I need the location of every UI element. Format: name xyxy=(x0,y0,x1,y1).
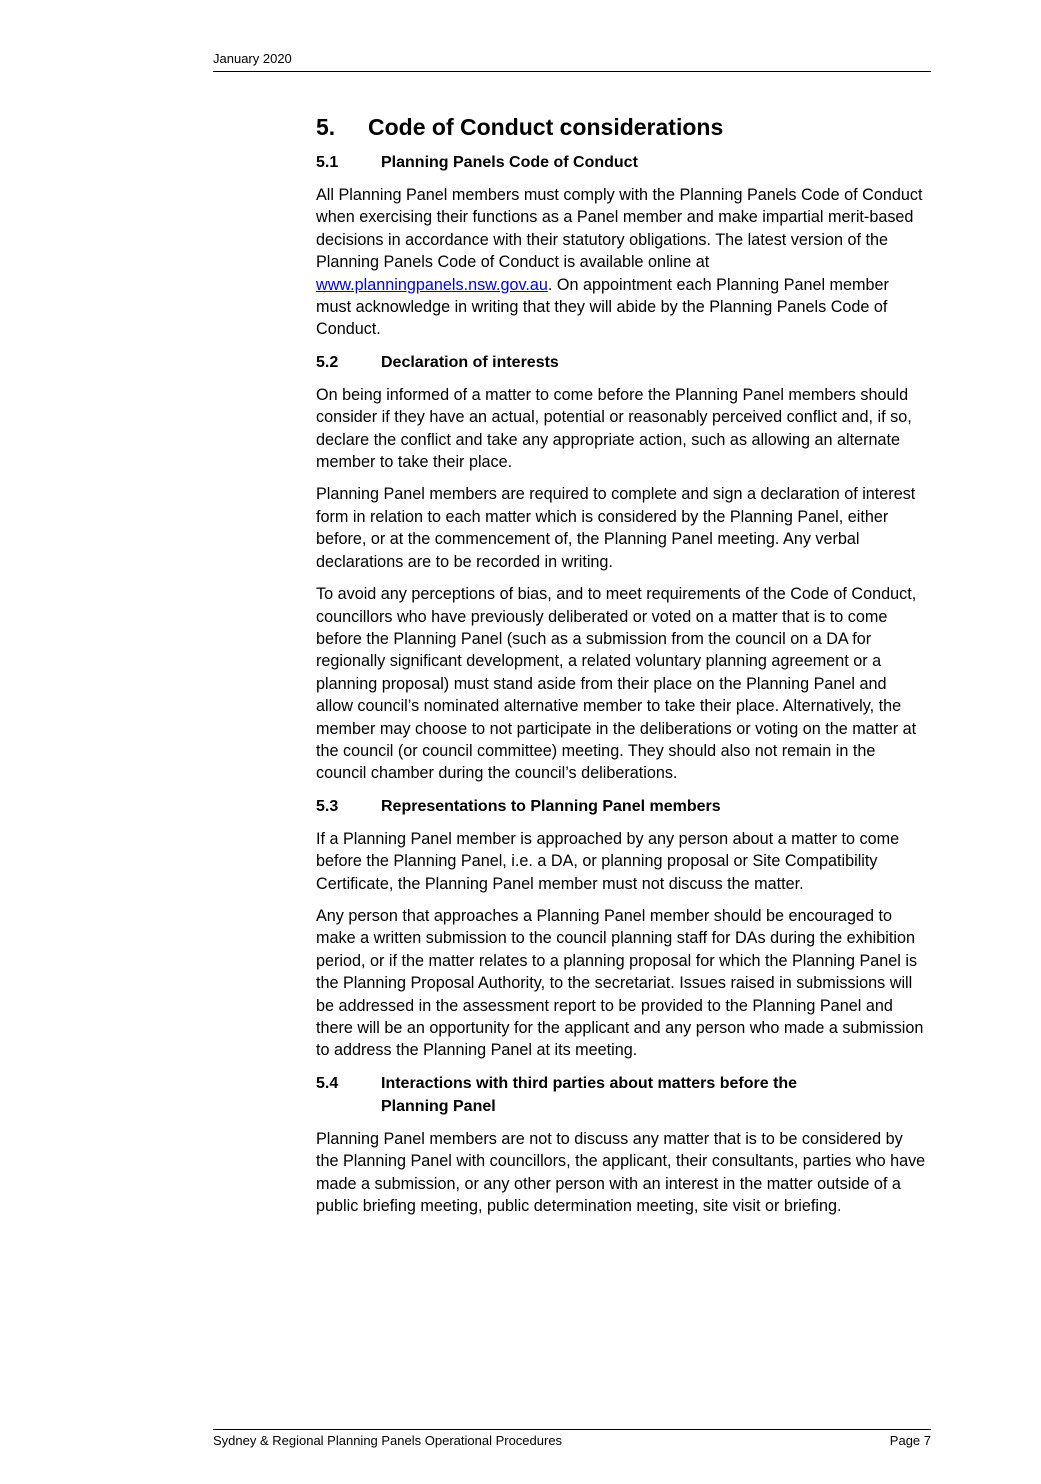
paragraph: On being informed of a matter to come before the Planning Panel members should consider if they have an actual, potential or reasonably perceived conflict and, if so, declare the conflict and take any appropriate action, such as allowing an alternate member to take their place. xyxy=(316,385,912,472)
page-footer xyxy=(213,1429,931,1449)
subsection-heading-5-1 xyxy=(316,151,926,174)
paragraph: Any person that approaches a Planning Panel member should be encouraged to make a written submission to the council planning staff for DAs during the exhibition period, or if the matter relates to a planning proposal for which the Planning Panel is the Planning Proposal Authority, to the secretariat. Issues raised in submissions will be addressed in the assessment report to be provided to the Planning Panel and there will be an opportunity for the applicant and any person who made a submission to address the Planning Panel at its meeting. xyxy=(316,906,924,1060)
subsection-title: Planning Panels Code of Conduct xyxy=(381,154,638,171)
subsection-heading-5-3 xyxy=(316,795,926,818)
planning-panels-link[interactable]: www.planningpanels.nsw.gov.au xyxy=(316,275,548,294)
paragraph-text: . On appointment each Planning Panel member must acknowledge in writing that they will abide by the Planning Panels Code of Conduct. xyxy=(316,275,889,339)
section-heading xyxy=(316,112,926,142)
paragraph: If a Planning Panel member is approached by any person about a matter to come before the Planning Panel, i.e. a DA, or planning proposal or Site Compatibility Certificate, the Planning Panel member must not discuss the matter. xyxy=(316,829,900,893)
subsection-number: 5.4 xyxy=(316,1074,339,1092)
header-date: January 2020 xyxy=(213,51,292,66)
subsection-heading-5-4 xyxy=(316,1072,926,1118)
paragraph: Planning Panel members are required to complete and sign a declaration of interest form in relation to each matter which is considered by the Planning Panel, either before, or at the commencement of, the Planning Panel meeting. Any verbal declarations are to be recorded in writing. xyxy=(316,485,916,571)
subsection-number: 5.2 xyxy=(316,353,339,371)
section-number: 5. xyxy=(316,114,336,140)
paragraph: To avoid any perceptions of bias, and to meet requirements of the Code of Conduct, councillors who have previously deliberated or voted on a matter that is to come before the Planning Panel (such as a submission from the council on a DA for regionally significant development, a related voluntary planning agreement or a planning proposal) must stand aside from their place on the Planning Panel and allow council’s nominated alternative member to take their place. Alternatively, the member may choose to not participate in the deliberations or voting on the matter at the council (or council committee) meeting. They should also not remain in the council chamber during the council’s deliberations. xyxy=(316,585,917,783)
document-body xyxy=(316,112,926,1227)
paragraph xyxy=(316,184,926,341)
subsection-title: Representations to Planning Panel members xyxy=(381,797,721,815)
section-title: Code of Conduct considerations xyxy=(368,114,724,140)
subsection-heading-5-2 xyxy=(316,351,926,374)
paragraph: Planning Panel members are not to discuss any matter that is to be considered by the Planning Panel with councillors, the applicant, their consultants, parties who have made a submission, or any other person with an interest in the matter outside of a public briefing meeting, public determination meeting, site visit or briefing. xyxy=(316,1129,926,1216)
subsection-title: Interactions with third parties about matters before the Planning Panel xyxy=(381,1074,798,1115)
subsection-title: Declaration of interests xyxy=(381,353,559,371)
subsection-number: 5.3 xyxy=(316,797,339,815)
footer-title: Sydney & Regional Planning Panels Operational Procedures xyxy=(213,1433,563,1448)
page-header xyxy=(213,50,931,72)
subsection-number: 5.1 xyxy=(316,154,339,171)
page-number: Page 7 xyxy=(889,1433,931,1448)
paragraph-text: All Planning Panel members must comply with the Planning Panels Code of Conduct when exercising their functions as a Panel member and make impartial merit-based decisions in accordance with their statutory obligations. The latest version of the Planning Panels Code of Conduct is available online at xyxy=(316,186,923,272)
